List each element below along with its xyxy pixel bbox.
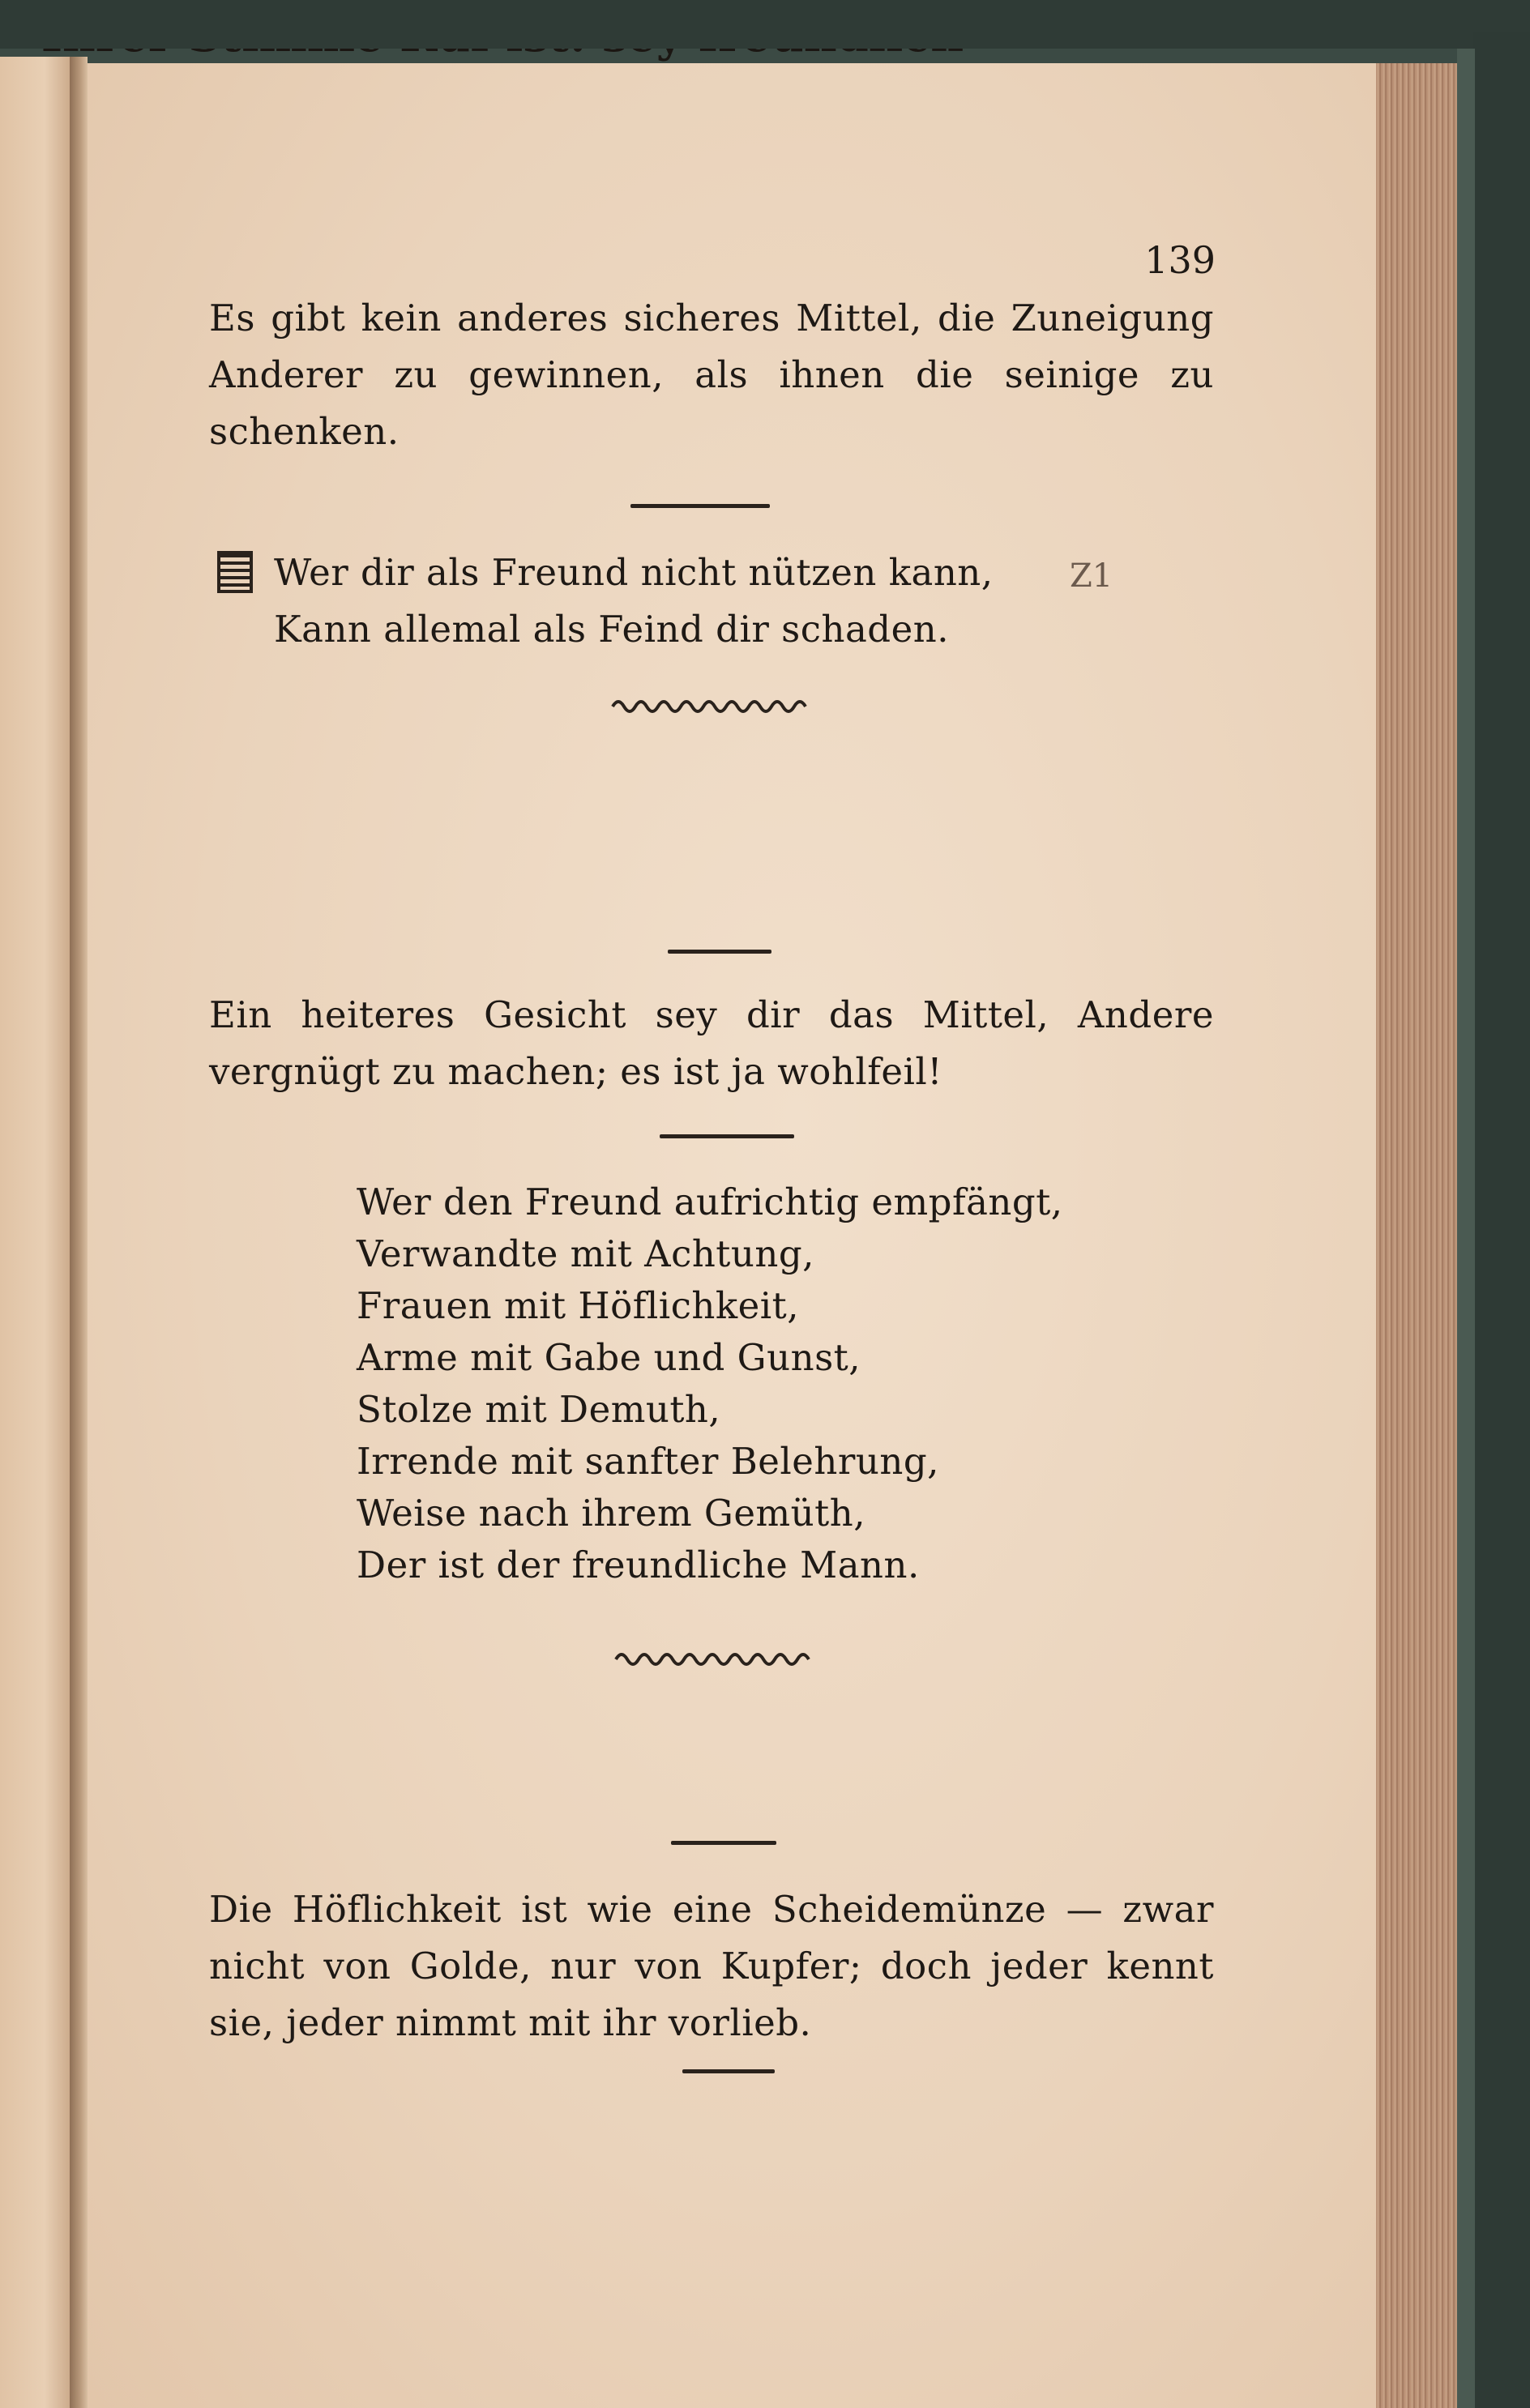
book-cover-top <box>0 0 1530 49</box>
page-edges <box>1376 63 1457 2408</box>
verse-line: Irrende mit sanfter Belehrung, <box>357 1440 939 1483</box>
couplet-friend-foe <box>274 544 1068 658</box>
couplet-line: Wer dir als Freund nicht nützen kann, <box>274 551 994 594</box>
book-gutter <box>70 57 88 2408</box>
verse-line: Der ist der freundliche Mann. <box>357 1543 920 1586</box>
verse-line: Frauen mit Höflichkeit, <box>357 1284 800 1327</box>
paragraph-cheerful-face: Ein heiteres Gesicht sey dir das Mittel, Andere vergnügt zu machen; es ist ja wohlfeil! <box>209 993 1214 1093</box>
book-cover-right <box>1473 32 1530 2408</box>
verse-line: Weise nach ihrem Gemüth, <box>357 1492 866 1535</box>
couplet-line: Kann allemal als Feind dir schaden. <box>274 608 949 651</box>
paragraph-politeness-coin: Die Höflichkeit ist wie eine Scheidemünze — zwar nicht von Golde, nur von Kupfer; doch jeder kennt sie, jeder nimmt mit ihr vorlieb. <box>209 1888 1214 2044</box>
binding-shadow <box>1457 49 1475 2408</box>
separator-rule <box>668 950 771 954</box>
separator-rule <box>630 504 770 508</box>
verse-line: Arme mit Gabe und Gunst, <box>357 1336 861 1379</box>
ornament-squiggle <box>611 695 814 713</box>
separator-rule <box>660 1134 794 1138</box>
verse-line: Wer den Freund aufrichtig empfängt, <box>357 1181 1063 1223</box>
verse-line: Verwandte mit Achtung, <box>357 1232 814 1275</box>
page-number: 139 <box>1144 238 1216 282</box>
paragraph-affection: Es gibt kein anderes sicheres Mittel, die Zuneigung Anderer zu gewinnen, als ihnen die seinige zu schenken. <box>209 297 1214 453</box>
facing-page-edge <box>0 57 75 2408</box>
ornament-squiggle <box>614 1648 817 1666</box>
stray-mark: Z1 <box>1070 557 1113 595</box>
verse-line: Stolze mit Demuth, <box>357 1388 721 1431</box>
printer-mark-icon <box>217 551 253 593</box>
separator-rule <box>682 2069 775 2073</box>
separator-rule <box>671 1841 776 1845</box>
verse-friendly-man <box>357 1176 1216 1591</box>
